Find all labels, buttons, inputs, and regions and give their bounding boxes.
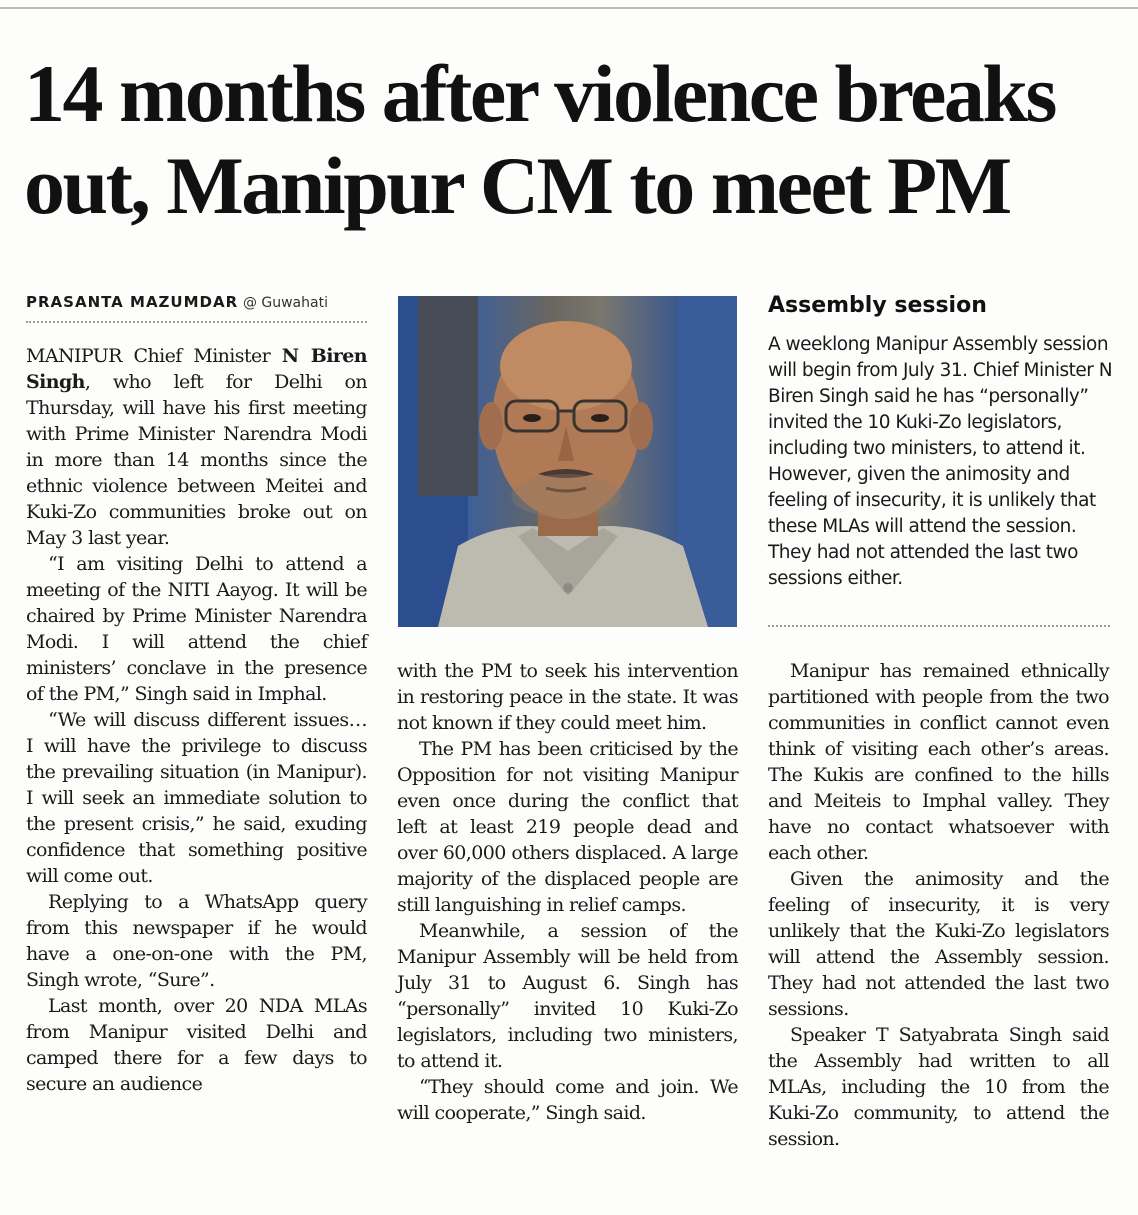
sidebar-divider — [768, 625, 1110, 627]
paragraph-3: “We will discuss different issues… I will have the privilege to discuss the prevailing situation (in Manipur). I will seek an immediate solution to the present crisis,” he said, exuding confidence that something positive will come out. — [26, 709, 367, 887]
paragraph-7: Meanwhile, a session of the Manipur Assembly will be held from July 31 to August 6. Singh has “personally” invited 10 Kuki-Zo legislators, including two ministers, to attend it. — [397, 920, 738, 1072]
paragraph-4: Replying to a WhatsApp query from this newspaper if he would have a one-on-one with the PM, Singh wrote, “Sure”. — [26, 891, 367, 991]
headline: 14 months after violence breaks out, Manipur CM to meet PM — [24, 48, 1055, 231]
lead-caps: MANIPUR Chief Minister — [26, 345, 271, 367]
article-column-1 — [26, 343, 367, 1097]
byline — [26, 293, 368, 311]
portrait-illustration — [398, 296, 737, 627]
sidebar-title: Assembly session — [768, 293, 987, 318]
lead-bold-name: N Biren Singh — [26, 345, 367, 393]
paragraph-5a: Last month, over 20 NDA MLAs from Manipur visited Delhi and camped there for a few days to secure an audience — [26, 995, 367, 1095]
paragraph-6: The PM has been criticised by the Opposition for not visiting Manipur even once during the conflict that left at least 219 people dead and over 60,000 others displaced. A large majority of the displaced people are still languishing in relief camps. — [397, 738, 738, 916]
lead-rest: , who left for Delhi on Thursday, will have his first meeting with Prime Minister Narendra Modi in more than 14 months since the ethnic violence between Meitei and Kuki-Zo communities broke out on May 3 last year. — [26, 371, 367, 549]
paragraph-11: Speaker T Satyabrata Singh said the Assembly had written to all MLAs, including the 10 from the Kuki-Zo community, to attend the session. — [768, 1024, 1109, 1150]
top-rule — [0, 7, 1138, 9]
paragraph-8: “They should come and join. We will cooperate,” Singh said. — [397, 1076, 738, 1124]
paragraph-9: Manipur has remained ethnically partitioned with people from the two communities in conflict cannot even think of visiting each other’s areas. The Kukis are confined to the hills and Meiteis to Imphal valley. They have no contact whatsoever with each other. — [768, 660, 1109, 864]
article-column-2 — [397, 658, 738, 1126]
paragraph-5b: with the PM to seek his intervention in restoring peace in the state. It was not known if they could meet him. — [397, 660, 738, 734]
byline-author: PRASANTA MAZUMDAR — [26, 293, 239, 311]
byline-divider — [26, 321, 367, 323]
portrait-photo — [398, 296, 737, 627]
sidebar-body — [768, 332, 1113, 592]
byline-location: @ Guwahati — [242, 295, 328, 311]
paragraph-2: “I am visiting Delhi to attend a meeting of the NITI Aayog. It will be chaired by Prime Minister Narendra Modi. I will attend the chief ministers’ conclave in the presence of the PM,” Singh said in Imphal. — [26, 553, 367, 705]
sidebar-text: A weeklong Manipur Assembly session will begin from July 31. Chief Minister N Biren Singh said he has “personally” invited the 10 Kuki-Zo legislators, including two ministers, to attend it. However, given the animosity and feeling of insecurity, it is unlikely that these MLAs will attend the session. They had not attended the last two sessions either. — [768, 334, 1113, 589]
paragraph-10: Given the animosity and the feeling of insecurity, it is very unlikely that the Kuki-Zo legislators will attend the Assembly session. They had not attended the last two sessions. — [768, 868, 1109, 1020]
article-column-3 — [768, 658, 1109, 1152]
lead-paragraph — [26, 343, 367, 551]
